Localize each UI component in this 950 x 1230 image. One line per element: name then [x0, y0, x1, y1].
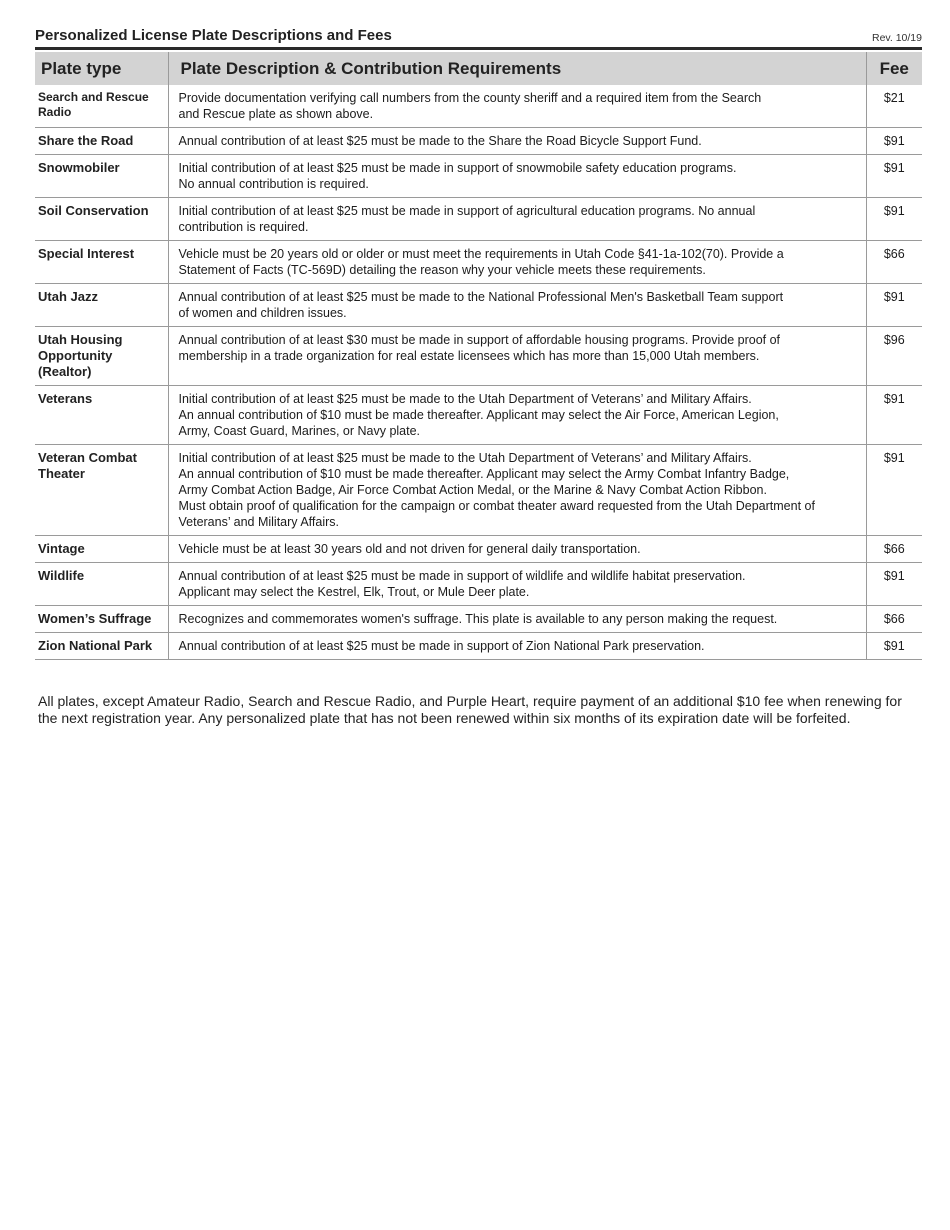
- plate-fee: $96: [866, 327, 922, 386]
- plate-fee: $91: [866, 155, 922, 198]
- plate-description: Initial contribution of at least $25 must be made to the Utah Department of Veterans’ and Military Affairs. An annual contribution of $10 must be made thereafter. Applicant may select the Army Combat Infantry Badge, Army Combat Action Badge, Air Force Combat Action Medal, or the Marine & Navy Combat Action Ribbon. Must obtain proof of qualification for the campaign or combat theater award requested from the Utah Department of Veterans’ and Military Affairs.: [168, 445, 866, 536]
- plate-fee: $91: [866, 386, 922, 445]
- plate-type: Share the Road: [35, 128, 168, 155]
- table-row: [35, 445, 922, 536]
- plate-description: Initial contribution of at least $25 must be made to the Utah Department of Veterans’ and Military Affairs. An annual contribution of $10 must be made thereafter. Applicant may select the Air Force, American Legion, Army, Coast Guard, Marines, or Navy plate.: [168, 386, 866, 445]
- column-header-description: Plate Description & Contribution Requirements: [168, 52, 866, 85]
- plate-type: Zion National Park: [35, 633, 168, 660]
- table-row: [35, 198, 922, 241]
- table-header-row: [35, 52, 922, 85]
- plate-description: Initial contribution of at least $25 must be made in support of agricultural education programs. No annual contribution is required.: [168, 198, 866, 241]
- column-header-plate-type: Plate type: [35, 52, 168, 85]
- plate-description: Vehicle must be at least 30 years old and not driven for general daily transportation.: [168, 536, 866, 563]
- table-row: [35, 241, 922, 284]
- plate-description: Annual contribution of at least $25 must be made in support of wildlife and wildlife habitat preservation. Applicant may select the Kestrel, Elk, Trout, or Mule Deer plate.: [168, 563, 866, 606]
- plate-type: Veteran Combat Theater: [35, 445, 168, 536]
- plate-fee: $91: [866, 563, 922, 606]
- title-bar: [35, 26, 922, 50]
- plate-fee: $91: [866, 128, 922, 155]
- plate-description: Annual contribution of at least $25 must be made to the Share the Road Bicycle Support Fund.: [168, 128, 866, 155]
- document-page: [35, 26, 922, 741]
- plate-description: Annual contribution of at least $25 must be made in support of Zion National Park preservation.: [168, 633, 866, 660]
- table-row: [35, 563, 922, 606]
- plate-type: Vintage: [35, 536, 168, 563]
- plate-fee: $91: [866, 445, 922, 536]
- plate-type: Women’s Suffrage: [35, 606, 168, 633]
- table-row: [35, 327, 922, 386]
- plate-type: Snowmobiler: [35, 155, 168, 198]
- table-row: [35, 386, 922, 445]
- table-row: [35, 85, 922, 128]
- plate-description: Annual contribution of at least $30 must be made in support of affordable housing programs. Provide proof of membership in a trade organization for real estate licensees which has more than 15,000 Utah members.: [168, 327, 866, 386]
- plate-description: Initial contribution of at least $25 must be made in support of snowmobile safety education programs. No annual contribution is required.: [168, 155, 866, 198]
- plate-type: Search and Rescue Radio: [35, 85, 168, 128]
- table-row: [35, 633, 922, 660]
- plate-fee: $91: [866, 198, 922, 241]
- plate-description: Provide documentation verifying call numbers from the county sheriff and a required item from the Search and Rescue plate as shown above.: [168, 85, 866, 128]
- plate-type: Soil Conservation: [35, 198, 168, 241]
- plate-type: Utah Jazz: [35, 284, 168, 327]
- plate-type: Veterans: [35, 386, 168, 445]
- revision-label: Rev. 10/19: [871, 32, 922, 44]
- renewal-fee-note: All plates, except Amateur Radio, Search and Rescue Radio, and Purple Heart, require payment of an additional $10 fee when renewing for the next registration year. Any personalized plate that has not been renewed within six months of its expiration date will be forfeited.: [38, 693, 902, 726]
- plate-description: Annual contribution of at least $25 must be made to the National Professional Men's Basketball Team support of women and children issues.: [168, 284, 866, 327]
- table-row: [35, 284, 922, 327]
- plate-fee: $66: [866, 536, 922, 563]
- table-row: [35, 606, 922, 633]
- plate-fees-table: [35, 52, 922, 660]
- plate-description: Vehicle must be 20 years old or older or must meet the requirements in Utah Code §41-1a-102(70). Provide a Statement of Facts (TC-569D) detailing the reason why your vehicle meets these requirements.: [168, 241, 866, 284]
- plate-description: Recognizes and commemorates women's suffrage. This plate is available to any person making the request.: [168, 606, 866, 633]
- plate-type: Utah Housing Opportunity (Realtor): [35, 327, 168, 386]
- plate-type: Special Interest: [35, 241, 168, 284]
- plate-fee: $91: [866, 284, 922, 327]
- plate-fee: $66: [866, 606, 922, 633]
- table-row: [35, 155, 922, 198]
- plate-fee: $66: [866, 241, 922, 284]
- document-title: Personalized License Plate Descriptions and Fees: [35, 27, 392, 44]
- table-row: [35, 536, 922, 563]
- plate-fee: $21: [866, 85, 922, 128]
- table-row: [35, 128, 922, 155]
- plate-type: Wildlife: [35, 563, 168, 606]
- plate-fee: $91: [866, 633, 922, 660]
- column-header-fee: Fee: [866, 52, 922, 85]
